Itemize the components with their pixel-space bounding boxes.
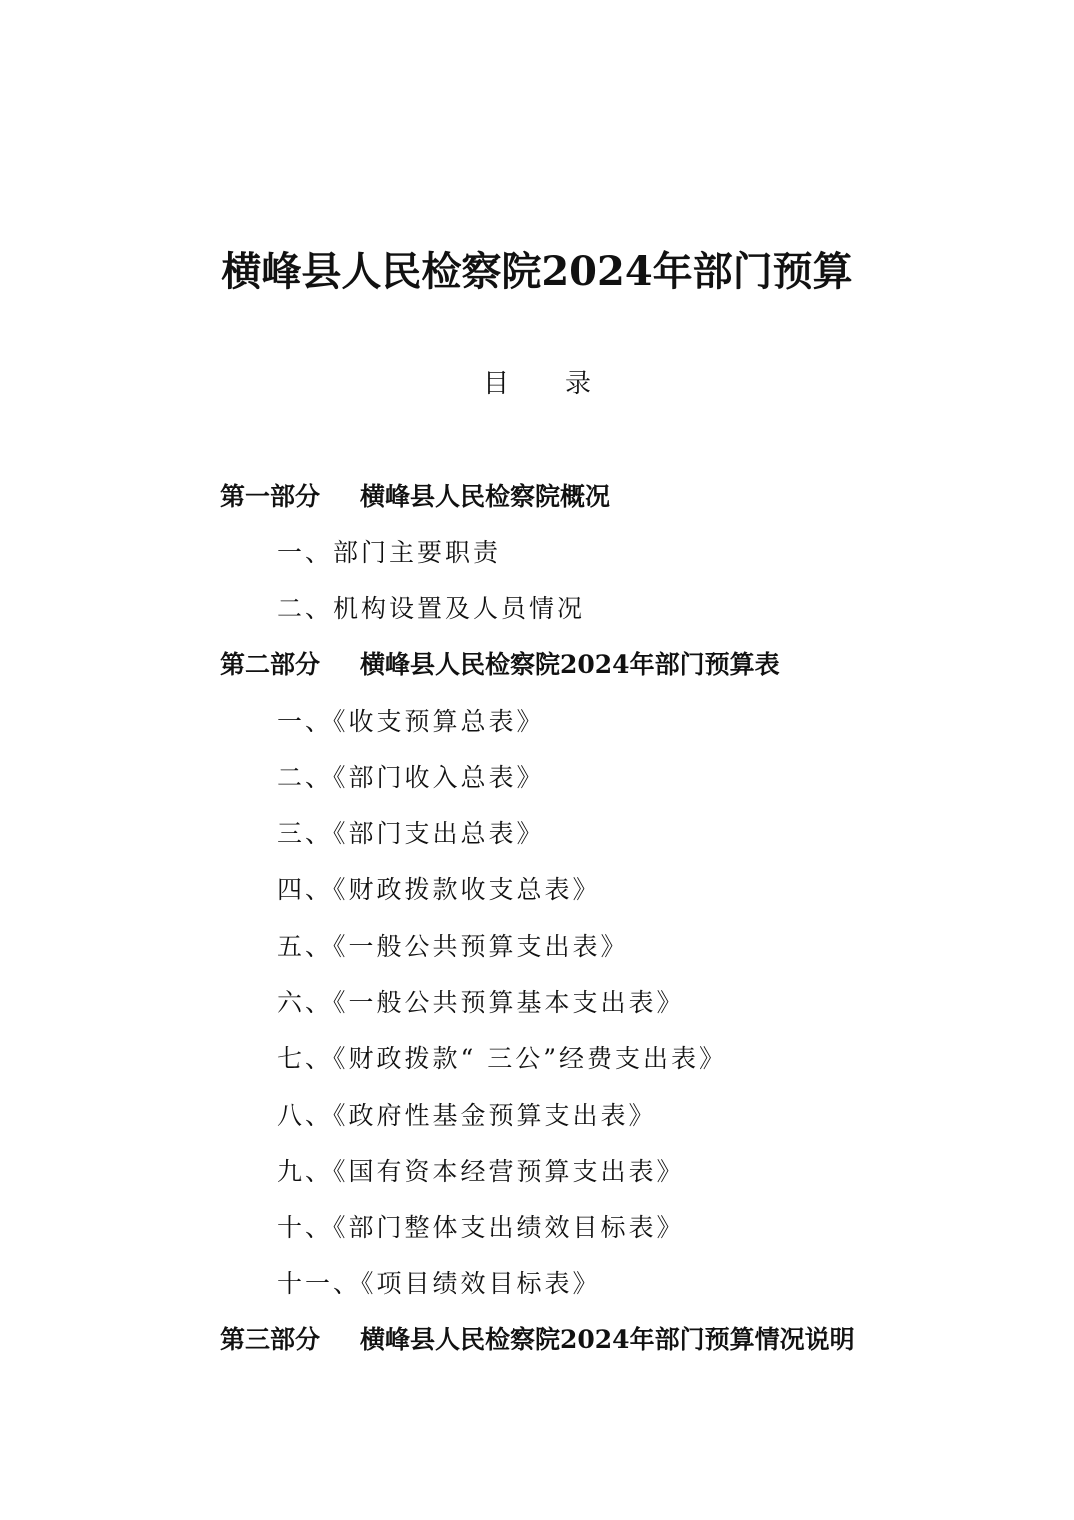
toc-item: 一、《收支预算总表》 <box>277 707 545 736</box>
toc-part-1 <box>220 479 610 515</box>
toc-item: 八、《政府性基金预算支出表》 <box>277 1101 657 1130</box>
toc-item: 三、《部门支出总表》 <box>277 819 545 848</box>
toc-part-2-number: 第二部分 <box>220 650 321 679</box>
toc-item: 二、机构设置及人员情况 <box>277 594 586 623</box>
toc-part-1-title: 横峰县人民检察院概况 <box>360 482 611 511</box>
toc-part-1-number: 第一部分 <box>220 482 321 511</box>
toc-part-2-title: 横峰县人民检察院2024年部门预算表 <box>360 650 780 679</box>
document-title: 横峰县人民检察院2024年部门预算 <box>221 248 853 295</box>
toc-heading: 目录 <box>482 369 647 399</box>
toc-item: 五、《一般公共预算支出表》 <box>277 932 629 961</box>
toc-item: 一、部门主要职责 <box>277 538 502 567</box>
toc-item: 十、《部门整体支出绩效目标表》 <box>277 1213 685 1242</box>
toc-part-3 <box>220 1322 855 1358</box>
toc-item: 四、《财政拨款收支总表》 <box>277 875 601 904</box>
toc-item: 九、《国有资本经营预算支出表》 <box>277 1157 685 1186</box>
toc-item: 七、《财政拨款“ 三公”经费支出表》 <box>277 1044 728 1073</box>
toc-part-3-title: 横峰县人民检察院2024年部门预算情况说明 <box>360 1325 855 1354</box>
toc-part-3-number: 第三部分 <box>220 1325 321 1354</box>
toc-part-2 <box>220 647 780 683</box>
toc-item: 十一、《项目绩效目标表》 <box>277 1269 601 1298</box>
toc-item: 六、《一般公共预算基本支出表》 <box>277 988 685 1017</box>
toc-item: 二、《部门收入总表》 <box>277 763 545 792</box>
